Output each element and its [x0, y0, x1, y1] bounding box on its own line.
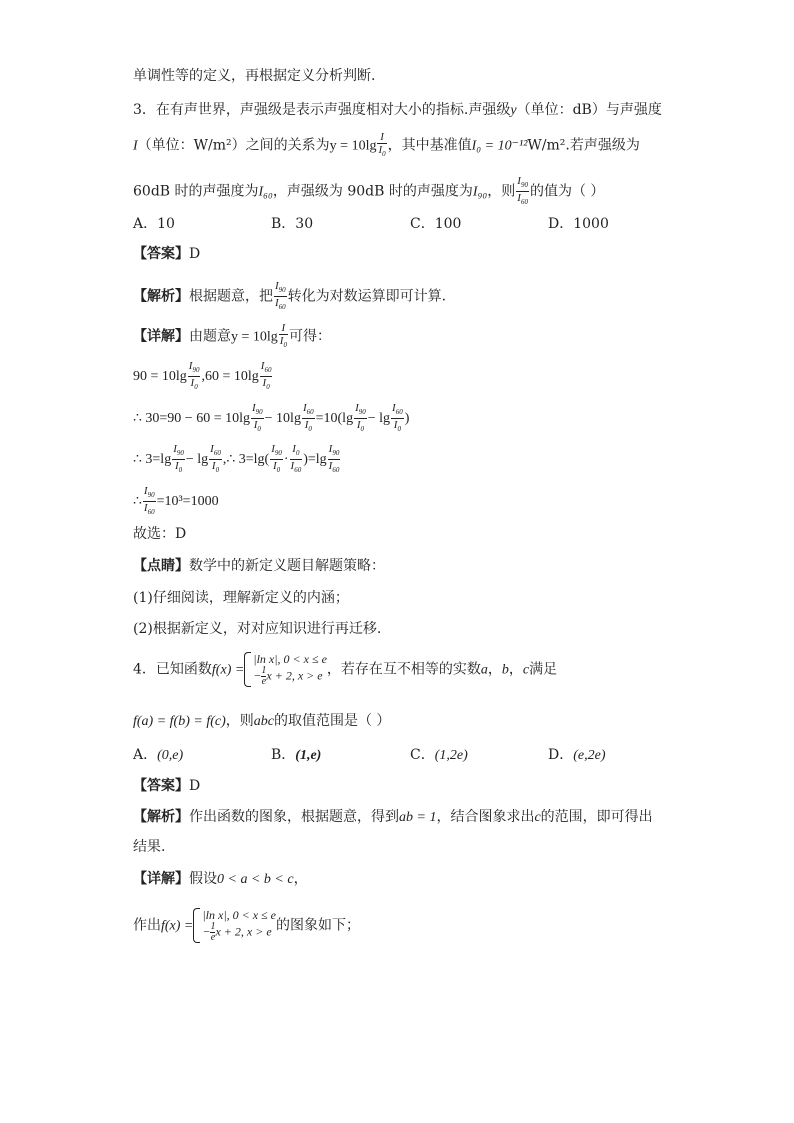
text-span: 3．在有声世界，声强级是表示声强度相对大小的指标.声强级: [133, 102, 511, 118]
text-span: ，: [508, 661, 523, 678]
option-label: C．100: [410, 216, 462, 232]
text-span: （单位：W/m²）之间的关系为: [137, 137, 330, 154]
fraction: $\frac{I_{60}}{I_0}$: [392, 402, 403, 434]
tip-line-2: [133, 620, 381, 638]
piece-row: x + 2, x > e: [266, 668, 323, 683]
fraction: $\frac{I_{90}}{I_{60}}$: [275, 280, 286, 312]
text-span: − lg: [367, 410, 391, 426]
option-value: (1,2e): [434, 748, 468, 763]
text-span: ∴ 3=lg: [133, 451, 172, 467]
fraction: $\frac{I_{90}}{I_0}$: [355, 402, 366, 434]
answer-3: [133, 245, 200, 263]
text-span: ，其中基准值: [387, 137, 472, 154]
option-a[interactable]: [133, 744, 183, 764]
math-symbol: abc: [253, 714, 274, 729]
option-label: D．1000: [548, 216, 609, 232]
math-symbol: I₆₀: [258, 184, 273, 200]
option-value: (0,e): [157, 748, 184, 763]
text-span: ,∴ 3=lg(: [222, 451, 270, 467]
text-span: 4．已知函数: [133, 661, 212, 678]
math-symbol: y: [510, 103, 517, 118]
text-span: ，则: [487, 183, 516, 200]
question-4-line-1: [133, 652, 557, 687]
detail-3: [133, 322, 331, 351]
option-d[interactable]: [548, 744, 606, 764]
option-label: D．: [548, 747, 574, 763]
text-span: 的范围，即可得出: [540, 809, 653, 825]
fraction: $\frac{I_{90}}{I_0}$: [251, 402, 263, 434]
piece-row: |ln x|, 0 < x ≤ e: [202, 908, 276, 922]
equation-3: [133, 443, 341, 476]
option-value: (1,e): [295, 748, 322, 763]
equation-1: [133, 360, 273, 393]
text-line: [133, 67, 375, 85]
answer-4: [133, 777, 200, 795]
math-expression: f(a) = f(b) = f(c): [133, 714, 226, 729]
text-span: (1)仔细阅读，理解新定义的内涵；: [133, 590, 349, 606]
option-label: B．30: [271, 216, 314, 232]
fraction: $\frac{I_{90}}{I_{60}}$: [328, 443, 340, 475]
fraction: $\frac{I_{60}}{I_0}$: [260, 360, 272, 392]
text-span: − 10lg: [264, 410, 301, 426]
piece-row: |ln x|, 0 < x ≤ e: [253, 652, 327, 666]
analysis-tag: 【解析】: [133, 809, 189, 825]
option-b[interactable]: [271, 744, 321, 764]
detail-4: [133, 870, 308, 889]
text-span: 满足: [529, 661, 558, 678]
text-span: ): [404, 410, 410, 426]
option-label: C．: [410, 747, 435, 763]
math-expression: I₀ = 10⁻¹²: [471, 138, 528, 154]
math-expression: f(x) =: [211, 662, 245, 678]
text-span: 作出: [133, 917, 161, 934]
fraction: $\frac{I_0}{I_{60}}$: [290, 443, 302, 475]
option-c[interactable]: [410, 213, 461, 233]
option-c[interactable]: [410, 744, 468, 764]
question-4-line-2: [133, 712, 390, 731]
text-span: ，则: [225, 713, 254, 729]
text-span: 的值为（ ）: [529, 183, 605, 200]
math-symbol: I: [133, 138, 138, 154]
option-label: A．10: [133, 216, 175, 232]
text-span: 转化为对数运算即可计算.: [287, 288, 447, 305]
detail-tag: 【详解】: [133, 328, 189, 345]
equation-2: [133, 402, 409, 435]
option-label: A．: [133, 747, 158, 763]
analysis-4: [133, 808, 653, 827]
answer-value: D: [189, 246, 201, 262]
tip-tag: 【点睛】: [133, 558, 189, 574]
text-span: 假设: [189, 871, 217, 887]
text-span: ∴: [133, 493, 142, 509]
text-span: − lg: [185, 451, 209, 467]
tip-line-1: [133, 589, 349, 607]
text-span: 结果.: [133, 839, 166, 855]
text-span: 单调性等的定义，再根据定义分析判断.: [133, 68, 376, 84]
answer-tag: 【答案】: [133, 246, 189, 262]
analysis-3: [133, 280, 446, 313]
option-a[interactable]: [133, 213, 175, 233]
math-symbol: c: [534, 810, 541, 825]
question-3-line-1: [133, 101, 662, 120]
choice-line: [133, 525, 186, 543]
fraction: $\frac{I_{90}}{I_0}$: [188, 360, 200, 392]
text-span: （单位：dB）与声强度: [516, 102, 662, 118]
answer-tag: 【答案】: [133, 778, 189, 794]
piecewise-function: |ln x|, 0 < x ≤ e − $\frac{1}{e}$ x + 2, x > e: [193, 908, 276, 943]
text-span: 60dB 时的声强度为: [133, 183, 259, 200]
text-span: ，若存在互不相等的实数: [326, 661, 481, 678]
detail-4-line-2: [133, 908, 360, 943]
piecewise-function: |ln x|, 0 < x ≤ e − $\frac{1}{e}$ x + 2, x > e: [244, 652, 327, 687]
equation-4: [133, 485, 219, 518]
detail-tag: 【详解】: [133, 871, 189, 887]
fraction: $\frac{I_{60}}{I_0}$: [302, 402, 314, 434]
math-expression: 0 < a < b < c: [217, 872, 294, 887]
math-symbol: b: [501, 662, 509, 678]
text-span: 的取值范围是（ ）: [273, 713, 391, 729]
text-span: ，: [293, 871, 308, 887]
fraction: $\frac{I_{90}}{I_{60}}$: [143, 485, 155, 517]
fraction: $\frac{I_{90}}{I_0}$: [271, 443, 282, 475]
question-3-line-2: [133, 131, 640, 160]
option-b[interactable]: [271, 213, 313, 233]
math-expression: y = 10lg: [231, 329, 278, 345]
math-symbol: c: [522, 662, 530, 678]
fraction: $\frac{I}{I_0}$: [378, 131, 386, 159]
text-span: ,60 = 10lg: [201, 368, 259, 384]
fraction: $\frac{I}{I_0}$: [279, 322, 287, 350]
math-symbol: a: [480, 662, 488, 678]
text-span: =10³=1000: [156, 493, 219, 509]
text-span: ，结合图象求出: [436, 809, 535, 825]
option-label: B．: [271, 747, 296, 763]
fraction: $\frac{I_{60}}{I_0}$: [210, 443, 221, 475]
text-span: 90 = 10lg: [133, 368, 187, 384]
text-span: 的图象如下；: [275, 917, 360, 934]
analysis-tag: 【解析】: [133, 288, 189, 305]
answer-value: D: [189, 778, 201, 794]
text-span: ，声强级为 90dB 时的声强度为: [272, 183, 473, 200]
math-expression: ab = 1: [399, 810, 437, 825]
text-span: =10(lg: [315, 410, 354, 426]
text-span: 由题意: [189, 328, 231, 345]
text-span: 根据题意，把: [189, 288, 273, 305]
text-span: W/m².若声强级为: [527, 137, 640, 154]
question-3-line-3: [133, 175, 604, 208]
text-span: ，: [487, 661, 502, 678]
text-span: (2)根据新定义，对对应知识进行再迁移.: [133, 621, 382, 637]
text-span: ∴ 30=90 − 60 = 10lg: [133, 410, 250, 426]
math-expression: y = 10lg: [329, 138, 377, 154]
text-span: 故选：D: [133, 526, 187, 542]
fraction: $\frac{I_{90}}{I_{60}}$: [517, 175, 528, 207]
piece-row: x + 2, x > e: [215, 924, 272, 939]
option-value: (e,2e): [573, 748, 606, 763]
text-span: )=lg: [303, 451, 327, 467]
fraction: $\frac{I_{90}}{I_0}$: [173, 443, 184, 475]
text-span: 数学中的新定义题目解题策略：: [189, 558, 385, 574]
math-symbol: I₉₀: [472, 184, 488, 200]
text-span: 作出函数的图象，根据题意，得到: [189, 809, 399, 825]
tip-line: [133, 557, 385, 575]
math-expression: f(x) =: [161, 918, 194, 934]
text-span: 可得：: [288, 328, 331, 345]
analysis-4-cont: [133, 838, 165, 856]
option-d[interactable]: [548, 213, 609, 233]
text-span: ·: [283, 451, 289, 467]
